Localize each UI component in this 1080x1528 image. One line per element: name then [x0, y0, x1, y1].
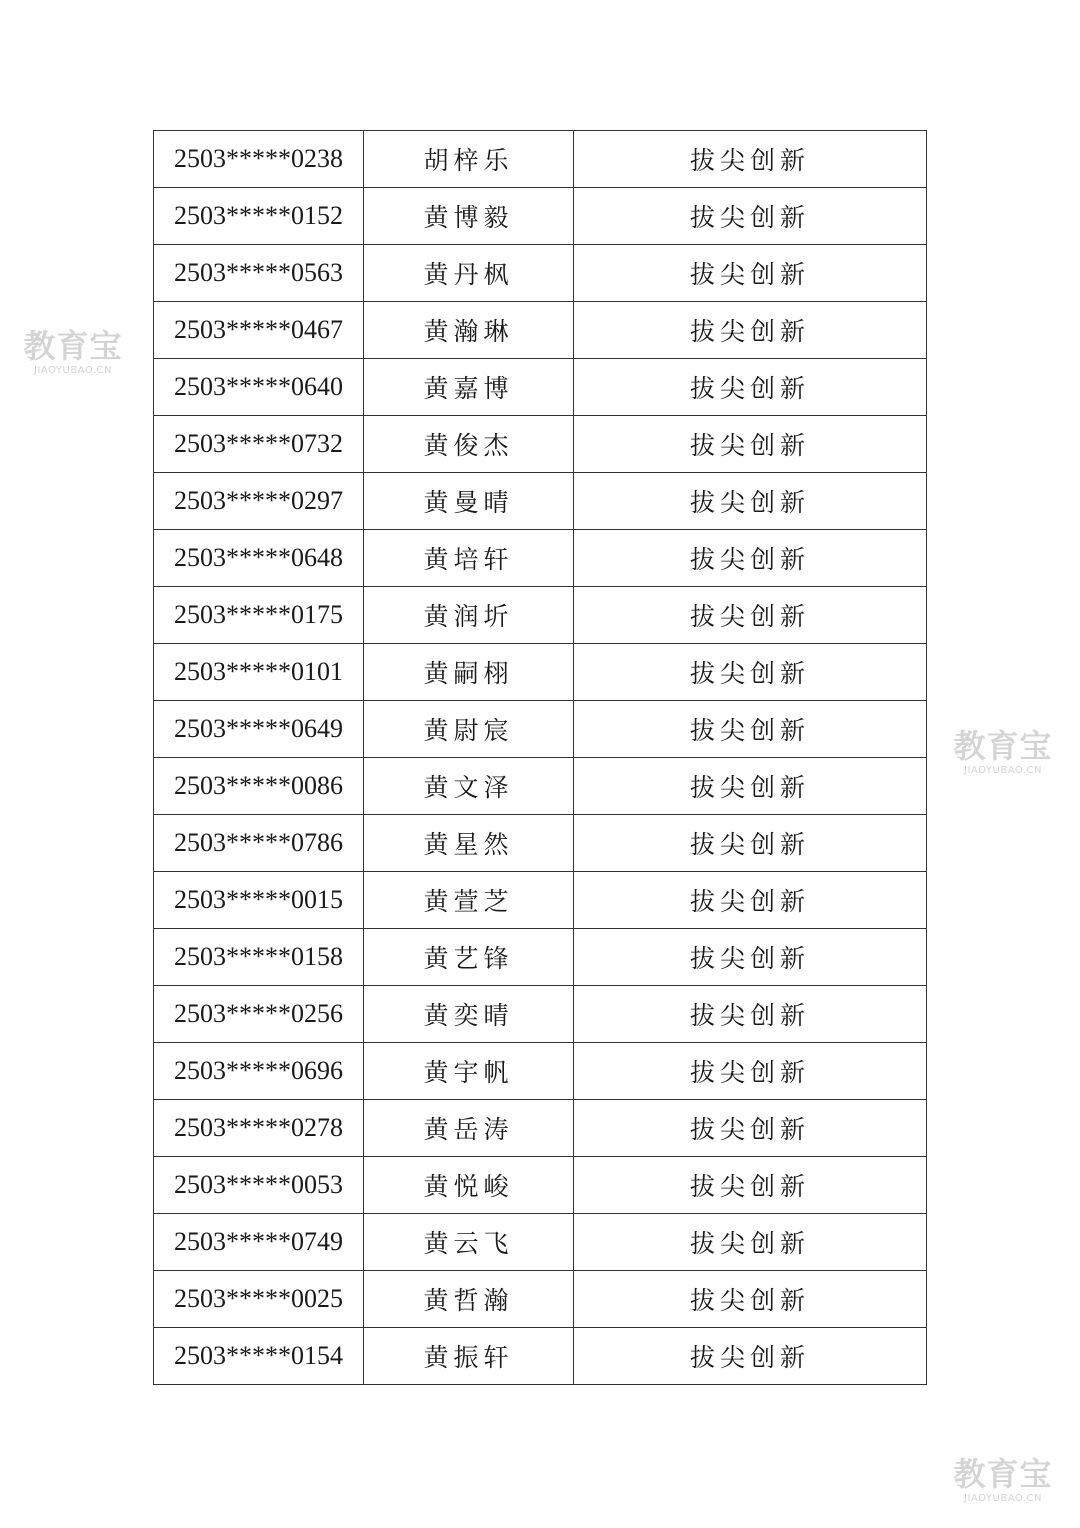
watermark-title: 教育宝: [953, 727, 1053, 765]
table-row: [154, 872, 927, 929]
student-id-cell: 2503*****0696: [154, 1043, 364, 1100]
table-row: [154, 473, 927, 530]
student-name-cell: 黄曼晴: [364, 473, 574, 530]
table-row: [154, 1043, 927, 1100]
student-id-cell: 2503*****0154: [154, 1328, 364, 1385]
category-cell: 拔尖创新: [574, 188, 927, 245]
category-cell: 拔尖创新: [574, 986, 927, 1043]
category-cell: 拔尖创新: [574, 758, 927, 815]
student-name-cell: 黄岳涛: [364, 1100, 574, 1157]
student-id-cell: 2503*****0640: [154, 359, 364, 416]
table-row: [154, 587, 927, 644]
student-name-cell: 黄博毅: [364, 188, 574, 245]
student-name-cell: 黄星然: [364, 815, 574, 872]
student-name-cell: 黄嗣栩: [364, 644, 574, 701]
category-cell: 拔尖创新: [574, 1328, 927, 1385]
table-row: [154, 359, 927, 416]
table-row: [154, 929, 927, 986]
student-name-cell: 黄嘉博: [364, 359, 574, 416]
table-row: [154, 1100, 927, 1157]
category-cell: 拔尖创新: [574, 245, 927, 302]
student-id-cell: 2503*****0101: [154, 644, 364, 701]
table-row: [154, 245, 927, 302]
student-name-cell: 黄振轩: [364, 1328, 574, 1385]
category-cell: 拔尖创新: [574, 644, 927, 701]
table-row: [154, 1271, 927, 1328]
category-cell: 拔尖创新: [574, 530, 927, 587]
watermark-url: JIAOYUBAO.CN: [34, 365, 112, 376]
table-row: [154, 131, 927, 188]
student-name-cell: 黄培轩: [364, 530, 574, 587]
student-id-cell: 2503*****0238: [154, 131, 364, 188]
table-row: [154, 416, 927, 473]
student-name-cell: 黄艺锋: [364, 929, 574, 986]
student-name-cell: 黄文泽: [364, 758, 574, 815]
student-name-cell: 黄润圻: [364, 587, 574, 644]
category-cell: 拔尖创新: [574, 701, 927, 758]
table-row: [154, 758, 927, 815]
student-name-cell: 黄奕晴: [364, 986, 574, 1043]
table-row: [154, 1214, 927, 1271]
category-cell: 拔尖创新: [574, 473, 927, 530]
category-cell: 拔尖创新: [574, 1271, 927, 1328]
student-id-cell: 2503*****0256: [154, 986, 364, 1043]
table-row: [154, 1157, 927, 1214]
table-row: [154, 644, 927, 701]
table-row: [154, 302, 927, 359]
student-name-cell: 黄尉宸: [364, 701, 574, 758]
student-id-cell: 2503*****0297: [154, 473, 364, 530]
watermark-title: 教育宝: [953, 1455, 1053, 1493]
student-name-cell: 黄萱芝: [364, 872, 574, 929]
watermark-url: JIAOYUBAO.CN: [964, 1493, 1042, 1504]
category-cell: 拔尖创新: [574, 1043, 927, 1100]
student-id-cell: 2503*****0158: [154, 929, 364, 986]
table-row: [154, 986, 927, 1043]
watermark-logo: [16, 327, 130, 376]
category-cell: 拔尖创新: [574, 1100, 927, 1157]
watermark-logo: [946, 1455, 1060, 1504]
table-row: [154, 701, 927, 758]
student-id-cell: 2503*****0015: [154, 872, 364, 929]
roster-body: [154, 131, 927, 1385]
student-name-cell: 黄宇帆: [364, 1043, 574, 1100]
student-id-cell: 2503*****0786: [154, 815, 364, 872]
watermark-title: 教育宝: [23, 327, 123, 365]
student-name-cell: 黄云飞: [364, 1214, 574, 1271]
category-cell: 拔尖创新: [574, 359, 927, 416]
student-id-cell: 2503*****0648: [154, 530, 364, 587]
student-name-cell: 黄瀚琳: [364, 302, 574, 359]
student-id-cell: 2503*****0086: [154, 758, 364, 815]
category-cell: 拔尖创新: [574, 1214, 927, 1271]
student-name-cell: 黄悦峻: [364, 1157, 574, 1214]
student-id-cell: 2503*****0749: [154, 1214, 364, 1271]
student-id-cell: 2503*****0563: [154, 245, 364, 302]
table-row: [154, 1328, 927, 1385]
category-cell: 拔尖创新: [574, 872, 927, 929]
student-id-cell: 2503*****0152: [154, 188, 364, 245]
table-row: [154, 530, 927, 587]
category-cell: 拔尖创新: [574, 929, 927, 986]
student-name-cell: 黄俊杰: [364, 416, 574, 473]
student-id-cell: 2503*****0278: [154, 1100, 364, 1157]
category-cell: 拔尖创新: [574, 416, 927, 473]
category-cell: 拔尖创新: [574, 815, 927, 872]
table-row: [154, 815, 927, 872]
student-id-cell: 2503*****0649: [154, 701, 364, 758]
student-name-cell: 胡梓乐: [364, 131, 574, 188]
admission-roster-table: [153, 130, 927, 1385]
category-cell: 拔尖创新: [574, 302, 927, 359]
student-id-cell: 2503*****0025: [154, 1271, 364, 1328]
student-id-cell: 2503*****0467: [154, 302, 364, 359]
student-id-cell: 2503*****0053: [154, 1157, 364, 1214]
watermark-logo: [946, 727, 1060, 776]
student-name-cell: 黄哲瀚: [364, 1271, 574, 1328]
category-cell: 拔尖创新: [574, 587, 927, 644]
category-cell: 拔尖创新: [574, 131, 927, 188]
category-cell: 拔尖创新: [574, 1157, 927, 1214]
table-row: [154, 188, 927, 245]
student-id-cell: 2503*****0732: [154, 416, 364, 473]
watermark-url: JIAOYUBAO.CN: [964, 765, 1042, 776]
student-name-cell: 黄丹枫: [364, 245, 574, 302]
student-id-cell: 2503*****0175: [154, 587, 364, 644]
